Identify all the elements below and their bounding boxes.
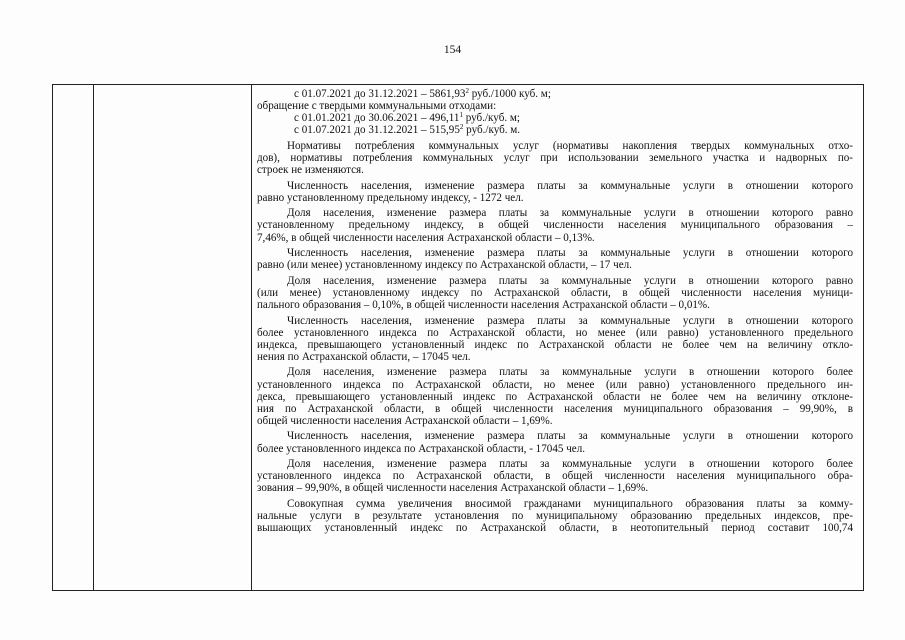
paragraph-line: более установленного индекса по Астраханской области, но менее (или равно) установленного предельного bbox=[257, 326, 853, 339]
paragraph-line: ния по Астраханской области, в общей численности населения муниципального образования – 99,90%, в bbox=[257, 402, 853, 415]
paragraph-line: (или менее) установленному индексу по Астраханской области, в общей численности населения муници- bbox=[257, 286, 853, 299]
paragraph bbox=[257, 366, 853, 426]
document-table bbox=[52, 84, 864, 591]
paragraph-line: Численность населения, изменение размера платы за коммунальные услуги в отношении которого bbox=[287, 430, 853, 443]
paragraph-line: Доля населения, изменение размера платы за коммунальные услуги в отношении которого более bbox=[287, 366, 853, 379]
paragraph-line: нальные услуги в результате установления по муниципальному образованию предельных индексов, пре- bbox=[257, 510, 853, 522]
paragraph-line: индекса, превышающего установленный индекс по Астраханской области не более чем на величину откло- bbox=[257, 338, 853, 351]
paragraph bbox=[257, 247, 853, 271]
paragraph-line: строек не изменяются. bbox=[257, 164, 364, 177]
paragraph-line: Совокупная сумма увеличения вносимой гражданами муниципального образования платы за комму- bbox=[287, 497, 853, 510]
paragraph bbox=[257, 180, 853, 204]
paragraph bbox=[257, 140, 853, 176]
paragraph-line: установленному предельному индексу, в общей численности населения муниципального образования – bbox=[257, 219, 853, 232]
paragraph-line: зования – 99,90%, в общей численности населения Астраханской области – 1,69%. bbox=[257, 482, 649, 495]
page-number: 154 bbox=[443, 44, 462, 56]
paragraph bbox=[257, 458, 853, 494]
paragraph bbox=[257, 275, 853, 311]
paragraph-line: общей численности населения Астраханской области – 1,69%. bbox=[257, 414, 553, 427]
paragraph-line: равно установленному предельному индексу, - 1272 чел. bbox=[257, 191, 524, 204]
paragraph-line: дов), нормативы потребления коммунальных услуг при использовании земельного участка и надворных по- bbox=[257, 151, 853, 164]
tariff-heading: обращение с твердыми коммунальными отходами: bbox=[257, 100, 497, 113]
paragraph-line: Нормативы потребления коммунальных услуг (нормативы накопления твердых коммунальных отхо- bbox=[287, 139, 853, 152]
paragraph-line: вышающих установленный индекс по Астраханской области, в неотопительный период составит 100,74 bbox=[257, 522, 853, 535]
table-text-cell bbox=[257, 88, 853, 590]
tariff-line: с 01.01.2021 до 30.06.2021 – 496,11$^1$ руб./куб. м; bbox=[294, 111, 520, 125]
paragraph-line: установленного индекса по Астраханской области, но менее (или равно) установленного предельного ин- bbox=[257, 378, 853, 391]
paragraph bbox=[257, 430, 853, 454]
paragraph bbox=[257, 498, 853, 534]
paragraph-line: равно (или менее) установленному индексу по Астраханской области, – 17 чел. bbox=[257, 259, 632, 272]
paragraph-line: Доля населения, изменение размера платы за коммунальные услуги в отношении которого равно bbox=[287, 207, 853, 220]
paragraph-line: Численность населения, изменение размера платы за коммунальные услуги в отношении которого bbox=[287, 247, 853, 260]
paragraph-line: Численность населения, изменение размера платы за коммунальные услуги в отношении которого bbox=[287, 314, 853, 327]
paragraph-line: 7,46%, в общей численности населения Астраханской области – 0,13%. bbox=[257, 231, 595, 244]
paragraph-line: Доля населения, изменение размера платы за коммунальные услуги в отношении которого более bbox=[287, 458, 853, 471]
paragraph-line: установленного индекса по Астраханской области, в общей численности населения муниципального обра- bbox=[257, 470, 853, 483]
paragraph-line: более установленного индекса по Астраханской области, - 17045 чел. bbox=[257, 442, 586, 455]
paragraph bbox=[257, 207, 853, 243]
tariff-line: с 01.07.2021 до 31.12.2021 – 515,95$^2$ руб./куб. м. bbox=[294, 123, 521, 137]
paragraph-line: нения по Астраханской области, – 17045 чел. bbox=[257, 350, 471, 363]
paragraph-line: Доля населения, изменение размера платы за коммунальные услуги в отношении которого равно bbox=[287, 274, 853, 287]
paragraph-line: пального образования – 0,10%, в общей численности населения Астраханской области – 0,01%. bbox=[257, 299, 710, 311]
table-column-divider bbox=[251, 85, 252, 590]
tariff-line: с 01.07.2021 до 31.12.2021 – 5861,93$^2$ руб./1000 куб. м; bbox=[294, 88, 551, 100]
paragraph-line: Численность населения, изменение размера платы за коммунальные услуги в отношении которого bbox=[287, 179, 853, 192]
table-column-divider bbox=[93, 85, 94, 590]
paragraph-line: декса, превышающего установленный индекс по Астраханской области не более чем на величину отклоне- bbox=[257, 390, 853, 403]
paragraph bbox=[257, 315, 853, 363]
paragraph-list bbox=[257, 140, 853, 534]
